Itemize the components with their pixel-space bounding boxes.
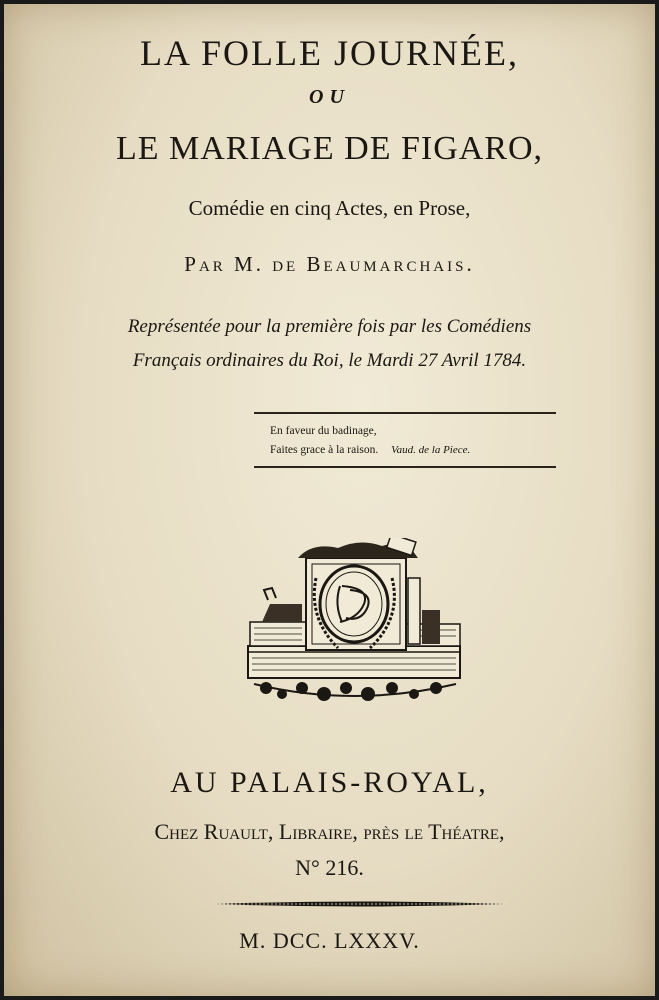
publication-date: M. DCC. LXXXV. [239,928,420,953]
performance-line-1: Représentée pour la première fois par les Comédiens [127,316,532,337]
imprint-publisher: Chez Ruault, Libraire, près le Théatre, [154,819,505,844]
title-line-2: LE MARIAGE DE FIGARO, [115,130,544,167]
epigraph-line-2-row [270,444,470,456]
imprint-place: AU PALAIS-ROYAL, [170,766,489,799]
monogram-vignette-icon [242,538,466,708]
epigraph-line-2: Faites grace à la raison. [270,444,379,456]
epigraph-rule-top [254,412,556,414]
title-page [4,4,655,996]
ornamental-rule [215,900,505,908]
author-line: Par M. de Beaumarchais. [184,252,475,276]
performance-line-2: Français ordinaires du Roi, le Mardi 27 Avril 1784. [132,350,527,371]
title-line-1: LA FOLLE JOURNÉE, [140,33,519,73]
epigraph-rule-bottom [254,466,556,468]
epigraph-line-1: En faveur du badinage, [270,425,377,437]
subtitle: Comédie en cinq Actes, en Prose, [188,196,471,220]
epigraph-source: Vaud. de la Piece. [391,444,471,456]
title-conjunction: OU [309,86,350,108]
imprint-number: N° 216. [295,855,364,880]
